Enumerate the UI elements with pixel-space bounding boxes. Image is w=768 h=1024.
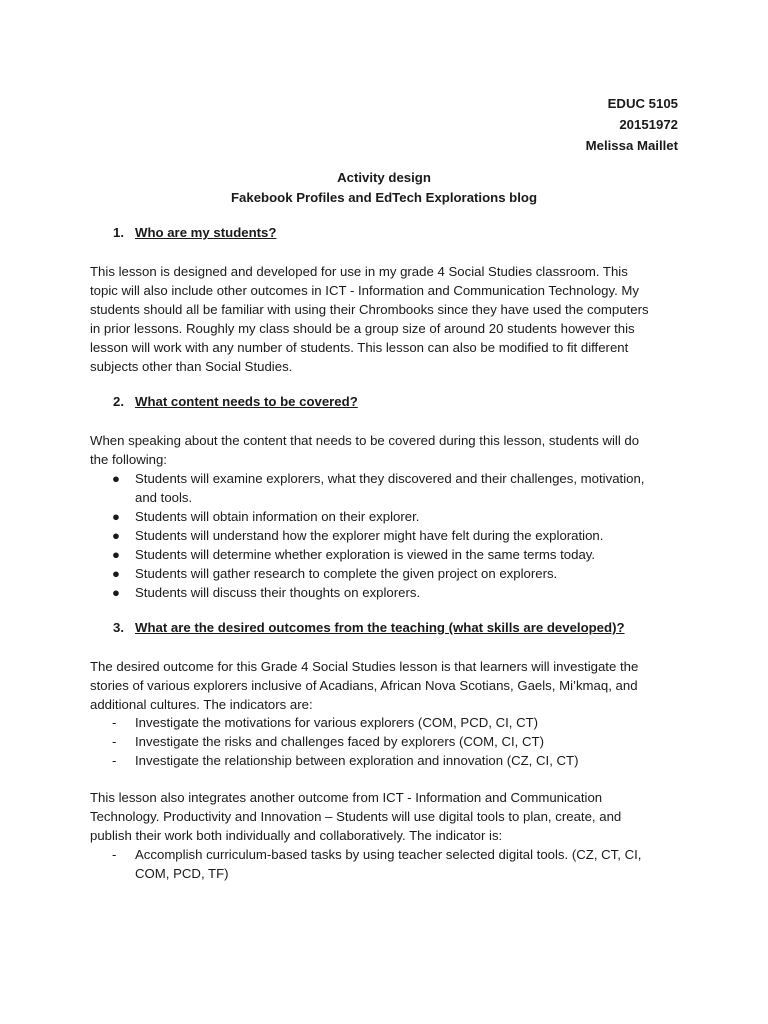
section-3-paragraph-2 — [90, 788, 680, 845]
section-3-paragraph — [90, 657, 680, 714]
section-heading-text: What are the desired outcomes from the teaching (what skills are developed)? — [135, 620, 625, 635]
list-item — [90, 545, 690, 564]
bullet-icon: ● — [112, 585, 120, 600]
section-1-paragraph — [90, 262, 680, 376]
list-item-text: Students will determine whether exploration is viewed in the same terms today. — [135, 547, 596, 562]
paragraph-line: Technology. Productivity and Innovation – Students will use digital tools to plan, create, and — [90, 809, 622, 824]
section-number: 3. — [113, 620, 124, 635]
content-bullet-list — [90, 469, 690, 602]
document-title — [0, 168, 768, 208]
indicator-list — [90, 713, 690, 770]
dash-marker: - — [112, 753, 117, 768]
section-heading-text: Who are my students? — [135, 225, 277, 240]
list-item-text: Students will gather research to complete the given project on explorers. — [135, 566, 558, 581]
list-item — [90, 845, 690, 883]
paragraph-line: subjects other than Social Studies. — [90, 359, 293, 374]
list-item-text: Students will examine explorers, what they discovered and their challenges, motivation, — [135, 471, 645, 486]
section-number: 1. — [113, 225, 124, 240]
list-item — [90, 469, 690, 507]
list-item-text: Investigate the relationship between exploration and innovation (CZ, CI, CT) — [135, 753, 579, 768]
paragraph-line: additional cultures. The indicators are: — [90, 697, 313, 712]
dash-marker: - — [112, 847, 117, 862]
title-line-1: Activity design — [337, 170, 431, 185]
list-item-text: and tools. — [135, 490, 193, 505]
list-item-text: Students will understand how the explorer might have felt during the exploration. — [135, 528, 604, 543]
paragraph-line: topic will also include other outcomes in ICT - Information and Communication Technology. My — [90, 283, 640, 298]
section-1-heading — [113, 225, 276, 240]
list-item — [90, 564, 690, 583]
bullet-icon: ● — [112, 547, 120, 562]
list-item — [90, 732, 690, 751]
course-code: EDUC 5105 — [607, 96, 678, 111]
section-2-heading — [113, 394, 358, 409]
paragraph-line: lesson will work with any number of students. This lesson can also be modified to fit different — [90, 340, 629, 355]
author-name: Melissa Maillet — [585, 138, 678, 153]
list-item — [90, 583, 690, 602]
paragraph-line: This lesson is designed and developed for use in my grade 4 Social Studies classroom. This — [90, 264, 628, 279]
section-3-heading — [113, 620, 625, 635]
paragraph-line: in prior lessons. Roughly my class should be a group size of around 20 students however this — [90, 321, 635, 336]
section-number: 2. — [113, 394, 124, 409]
indicator-list-2 — [90, 845, 690, 883]
list-item — [90, 526, 690, 545]
title-line-2: Fakebook Profiles and EdTech Explorations blog — [230, 190, 538, 205]
list-item — [90, 507, 690, 526]
paragraph-line: publish their work both individually and collaboratively. The indicator is: — [90, 828, 503, 843]
bullet-icon: ● — [112, 528, 120, 543]
paragraph-line: students should all be familiar with using their Chrombooks since they have used the computers — [90, 302, 649, 317]
dash-marker: - — [112, 734, 117, 749]
paragraph-line: The desired outcome for this Grade 4 Social Studies lesson is that learners will investigate the — [90, 659, 639, 674]
paragraph-line: This lesson also integrates another outcome from ICT - Information and Communication — [90, 790, 603, 805]
list-item-text: Accomplish curriculum-based tasks by using teacher selected digital tools. (CZ, CT, CI, — [135, 847, 642, 862]
student-id: 20151972 — [619, 117, 678, 132]
paragraph-line: When speaking about the content that needs to be covered during this lesson, students will do — [90, 433, 640, 448]
paragraph-line: the following: — [90, 452, 167, 467]
list-item-text: Students will discuss their thoughts on explorers. — [135, 585, 421, 600]
list-item-text: Investigate the risks and challenges faced by explorers (COM, CI, CT) — [135, 734, 544, 749]
list-item-text: COM, PCD, TF) — [135, 866, 229, 881]
list-item — [90, 713, 690, 732]
section-2-paragraph — [90, 431, 680, 469]
section-heading-text: What content needs to be covered? — [135, 394, 358, 409]
bullet-icon: ● — [112, 566, 120, 581]
paragraph-line: stories of various explorers inclusive of Acadians, African Nova Scotians, Gaels, Mi’kmaq, and — [90, 678, 638, 693]
document-header — [586, 93, 678, 156]
list-item — [90, 751, 690, 770]
list-item-text: Students will obtain information on their explorer. — [135, 509, 420, 524]
list-item-text: Investigate the motivations for various explorers (COM, PCD, CI, CT) — [135, 715, 539, 730]
bullet-icon: ● — [112, 471, 120, 486]
dash-marker: - — [112, 715, 117, 730]
bullet-icon: ● — [112, 509, 120, 524]
